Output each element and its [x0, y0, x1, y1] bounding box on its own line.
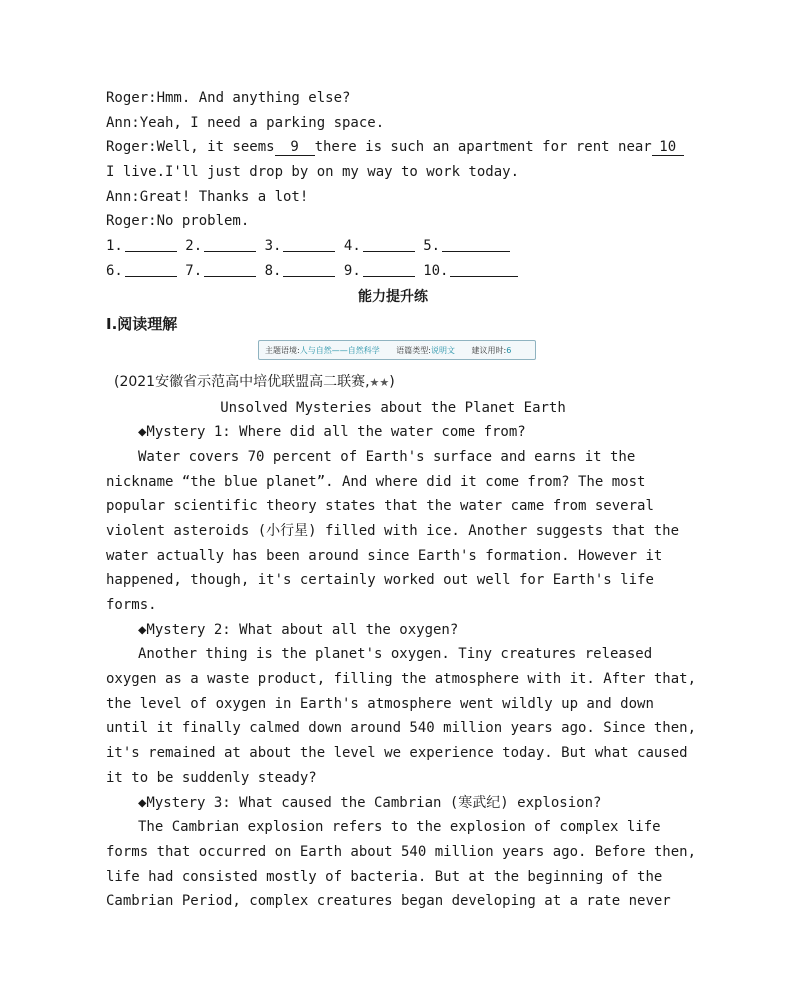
answer-number: 1.: [106, 238, 123, 255]
dialogue-line: Ann:Great! Thanks a lot!: [106, 188, 309, 205]
blank-10[interactable]: 10: [652, 139, 684, 156]
paragraph-line: forms that occurred on Earth about 540 million years ago. Before then,: [106, 843, 697, 860]
paragraph-line: Another thing is the planet's oxygen. Tiny creatures released: [138, 646, 653, 663]
paragraph-line: The Cambrian explosion refers to the explosion of complex life: [138, 819, 661, 836]
answer-blank[interactable]: [442, 237, 510, 252]
section-title: 能力提升练: [358, 288, 428, 305]
paragraph-line: water actually has been around since Earth's formation. However it: [106, 547, 663, 564]
banner-value-theme: 人与自然——自然科学: [299, 345, 380, 355]
part-title: Ⅰ.阅读理解: [106, 314, 178, 333]
paragraph-line: violent asteroids (小行星) filled with ice. Another suggests that the: [106, 522, 680, 539]
answer-blank[interactable]: [363, 237, 415, 252]
answer-blank[interactable]: [450, 262, 518, 277]
answer-blank[interactable]: [283, 262, 335, 277]
paragraph-line: life had consisted mostly of bacteria. But at the beginning of the: [106, 868, 663, 885]
dialogue-line: Roger:Hmm. And anything else?: [106, 90, 351, 106]
answer-number: 5.: [423, 238, 441, 255]
dialogue-text: Roger:Well, it seems: [106, 139, 275, 156]
answer-blank[interactable]: [204, 237, 256, 252]
banner-key-genre: 语篇类型:: [396, 345, 431, 355]
article-title: Unsolved Mysteries about the Planet Earth: [220, 399, 566, 416]
source-line: [114, 368, 680, 396]
dialogue-line: Roger:No problem.: [106, 213, 250, 230]
banner-key-time: 建议用时:: [471, 345, 507, 355]
answer-number: 4.: [343, 238, 361, 255]
answer-number: 3.: [264, 238, 282, 255]
answer-number: 6.: [106, 262, 123, 279]
paragraph-line: Water covers 70 percent of Earth's surface and earns it the: [138, 448, 636, 465]
info-banner: [258, 340, 536, 360]
answer-number: 9.: [343, 262, 361, 279]
banner-value-time: 6: [506, 345, 512, 355]
mystery-3-heading: ◆Mystery 3: What caused the Cambrian (寒武纪) explosion?: [138, 794, 602, 811]
info-banner-wrap: [106, 338, 680, 368]
paragraph-line: until it finally calmed down around 540 million years ago. Since then,: [106, 720, 697, 737]
answer-blank[interactable]: [283, 237, 335, 252]
banner-key-theme: 主题语境:: [265, 345, 300, 355]
dialogue: [106, 86, 680, 234]
paragraph-line: oxygen as a waste product, filling the atmosphere with it. After that,: [106, 671, 697, 688]
paragraph-line: it to be suddenly steady?: [106, 769, 317, 786]
paragraph-line: happened, though, it's certainly worked out well for Earth's life: [106, 572, 654, 589]
paragraph-line: Cambrian Period, complex creatures began developing at a rate never: [106, 893, 671, 910]
answer-number: 8.: [264, 262, 282, 279]
mystery-1-heading: ◆Mystery 1: Where did all the water come from?: [138, 424, 526, 441]
worksheet-page: [106, 86, 697, 914]
banner-value-genre: 说明文: [430, 345, 455, 355]
paragraph-line: it's remained at about the level we experience today. But what caused: [106, 745, 688, 762]
paragraph-line: nickname “the blue planet”. And where did it come from? The most: [106, 473, 646, 490]
answer-number: 10.: [423, 262, 449, 279]
answer-blank[interactable]: [363, 262, 415, 277]
paragraph-line: popular scientific theory states that the water came from several: [106, 498, 654, 515]
blank-9[interactable]: 9: [275, 139, 315, 156]
paragraph-line: forms.: [106, 597, 157, 613]
answer-number: 7.: [185, 262, 203, 279]
answer-blank[interactable]: [125, 237, 177, 252]
mystery-2-heading: ◆Mystery 2: What about all the oxygen?: [138, 621, 459, 638]
answer-row-2: [106, 259, 680, 284]
answer-blank[interactable]: [204, 262, 256, 277]
dialogue-text: there is such an apartment for rent near: [314, 139, 652, 156]
difficulty-star-icon: ★★: [369, 375, 390, 389]
dialogue-line: [106, 135, 680, 160]
answer-number: 2.: [185, 238, 203, 255]
dialogue-line: Ann:Yeah, I need a parking space.: [106, 114, 385, 131]
paragraph-line: the level of oxygen in Earth's atmosphere went wildly up and down: [106, 695, 654, 712]
source-text-end: ): [389, 373, 395, 390]
answer-row-1: [106, 234, 680, 259]
answer-blank[interactable]: [125, 262, 177, 277]
source-text: (2021安徽省示范高中培优联盟高二联赛,: [114, 373, 370, 390]
dialogue-line: I live.I'll just drop by on my way to work today.: [106, 164, 520, 181]
